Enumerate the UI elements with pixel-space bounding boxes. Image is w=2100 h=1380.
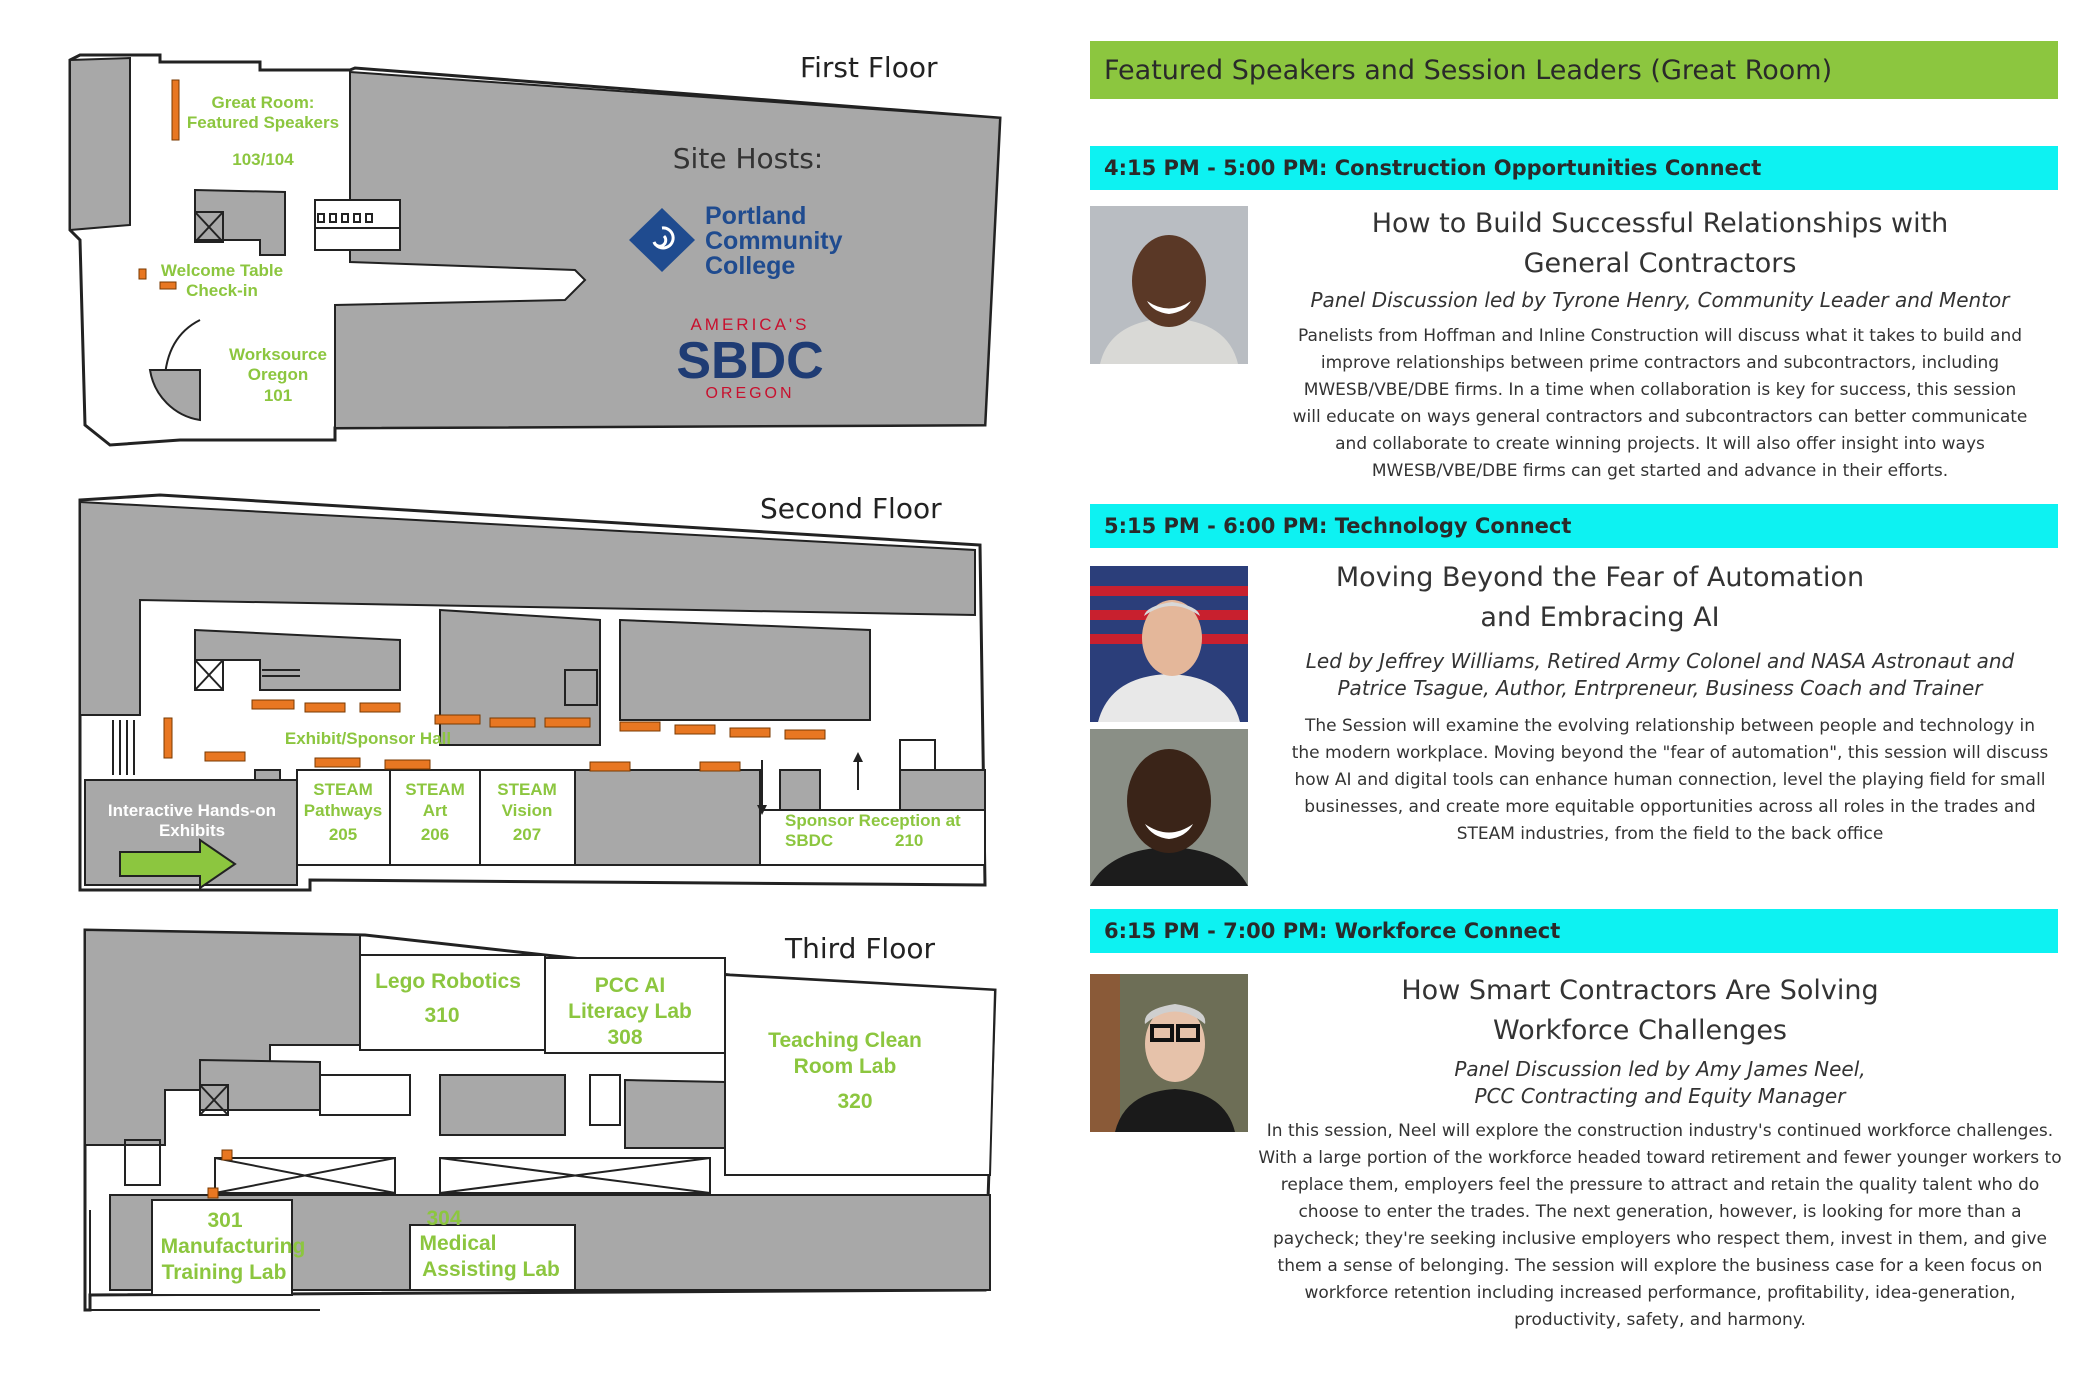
session-3-leader-line-2: PCC Contracting and Equity Manager xyxy=(1474,1084,1846,1108)
session-3-description: In this session, Neel will explore the construction industry's continued workforce challenges. With a large portion of the workforce headed toward retirement and fewer younger workers to replace them, employers feel the pressure to attract and retain the quality talent who do choose to enter the trades. The next generation, however, is looking for more than a paycheck; they're seeking inclusive employers who respect them, invest in them, and give them a sense of belonging. The session will explore the business case for a keen focus on workforce retention including increased performance, profitability, idea-generation, productivity, safety, and harmony. xyxy=(1258,1121,2062,1330)
manufacturing-lab-label-1: Manufacturing xyxy=(160,1235,306,1258)
worksource-number: 101 xyxy=(263,386,293,405)
exhibit-hall-label: Exhibit/Sponsor Hall xyxy=(284,729,452,748)
session-1-title-line-1: How to Build Successful Relationships with xyxy=(1371,208,1949,239)
clean-room-number: 320 xyxy=(837,1090,873,1113)
steam-vision-number: 207 xyxy=(512,825,542,844)
steam-art-number: 206 xyxy=(420,825,450,844)
speaker-photo-tyrone-henry xyxy=(1090,206,1248,364)
sbdc-bottom-text: OREGON xyxy=(705,385,795,402)
session-3-time-bar: 6:15 PM - 7:00 PM: Workforce Connect xyxy=(1090,909,2058,953)
second-floor-title: Second Floor xyxy=(760,492,942,525)
first-floor-plan xyxy=(70,51,1000,445)
interactive-exhibits-label-2: Exhibits xyxy=(158,821,226,840)
medical-lab-number: 304 xyxy=(426,1207,462,1230)
sponsor-reception-label-2: SBDC xyxy=(785,831,834,850)
session-2-title-line-2: and Embracing AI xyxy=(1480,602,1720,633)
session-1-leader: Panel Discussion led by Tyrone Henry, Community Leader and Mentor xyxy=(1310,288,2010,312)
manufacturing-lab-label-2: Training Lab xyxy=(161,1261,287,1284)
session-1-description: Panelists from Hoffman and Inline Construction will discuss what it takes to build and improve relationships between prime contractors and subcontractors, including MWESB/VBE/DBE firms. In a time when collaboration is key for success, this session will educate on ways general contractors and subcontractors can better communicate and collaborate to create winning projects. It will also offer insight into ways MWESB/VBE/DBE firms can get started and advance in their efforts. xyxy=(1292,326,2028,481)
welcome-table-label-2: Check-in xyxy=(186,281,258,300)
third-floor-title: Third Floor xyxy=(785,932,935,965)
clean-room-label-2: Room Lab xyxy=(793,1055,897,1078)
steam-art-label-2: Art xyxy=(422,801,448,820)
session-2-title-line-1: Moving Beyond the Fear of Automation xyxy=(1335,562,1865,593)
steam-pathways-label-2: Pathways xyxy=(303,801,383,820)
worksource-label-2: Oregon xyxy=(247,365,309,384)
pcc-name-1: Portland xyxy=(705,202,807,230)
session-1-time-bar: 4:15 PM - 5:00 PM: Construction Opportunities Connect xyxy=(1090,146,2058,190)
medical-lab-label-1: Medical xyxy=(419,1232,497,1255)
session-2-description: The Session will examine the evolving relationship between people and technology in the modern workplace. Moving beyond the "fear of automation", this session will discuss how AI and digital tools can enhance human connection, level the playing field for small businesses, and create more equitable opportunities across all roles in the trades and STEAM industries, from the field to the back office xyxy=(1291,716,2049,844)
pcc-ai-lab-label-2: Literacy Lab xyxy=(568,1000,692,1023)
sponsor-reception-label-1: Sponsor Reception at xyxy=(785,811,961,830)
medical-lab-label-2: Assisting Lab xyxy=(422,1258,560,1281)
sbdc-main-text: SBDC xyxy=(676,332,824,390)
steam-pathways-number: 205 xyxy=(328,825,358,844)
lego-robotics-number: 310 xyxy=(424,1004,460,1027)
great-room-label-2: Featured Speakers xyxy=(186,113,340,132)
pcc-name-2: Community xyxy=(705,227,843,255)
lego-robotics-label: Lego Robotics xyxy=(375,970,521,993)
session-3-title-line-1: How Smart Contractors Are Solving xyxy=(1401,975,1879,1006)
sbdc-logo xyxy=(676,315,823,402)
great-room-label-1: Great Room: xyxy=(211,93,315,112)
speaker-photo-patrice-tsague xyxy=(1090,729,1248,886)
pcc-ai-lab-number: 308 xyxy=(607,1026,643,1049)
session-3-leader-line-1: Panel Discussion led by Amy James Neel, xyxy=(1454,1057,1866,1081)
great-room-number: 103/104 xyxy=(232,150,294,169)
welcome-table-label-1: Welcome Table xyxy=(160,261,284,280)
first-floor-title: First Floor xyxy=(800,51,938,84)
session-3-title-line-2: Workforce Challenges xyxy=(1493,1015,1787,1046)
sbdc-top-text: AMERICA'S xyxy=(690,315,810,334)
sponsor-reception-number: 210 xyxy=(895,831,924,850)
worksource-label-1: Worksource xyxy=(229,345,327,364)
pcc-name-3: College xyxy=(705,252,796,280)
session-1-title-line-2: General Contractors xyxy=(1523,248,1797,279)
steam-art-label-1: STEAM xyxy=(405,780,465,799)
session-2-leader-line-2: Patrice Tsague, Author, Entrpreneur, Business Coach and Trainer xyxy=(1337,676,1983,700)
third-floor-plan xyxy=(85,930,995,1310)
steam-vision-label-2: Vision xyxy=(501,801,553,820)
clean-room-label-1: Teaching Clean xyxy=(768,1029,922,1052)
interactive-exhibits-label-1: Interactive Hands-on xyxy=(107,801,277,820)
steam-pathways-label-1: STEAM xyxy=(313,780,373,799)
featured-speakers-header: Featured Speakers and Session Leaders (Great Room) xyxy=(1090,41,2058,99)
session-2-time-bar: 5:15 PM - 6:00 PM: Technology Connect xyxy=(1090,504,2058,548)
second-floor-plan xyxy=(80,492,985,890)
manufacturing-lab-number: 301 xyxy=(207,1209,243,1232)
session-schedule xyxy=(1090,0,2080,1380)
session-2-leader-line-1: Led by Jeffrey Williams, Retired Army Colonel and NASA Astronaut and xyxy=(1305,649,2015,673)
steam-vision-label-1: STEAM xyxy=(497,780,557,799)
site-hosts-label: Site Hosts: xyxy=(672,142,824,175)
speaker-photo-amy-james-neel xyxy=(1090,974,1248,1132)
pcc-ai-lab-label-1: PCC AI xyxy=(594,974,666,997)
